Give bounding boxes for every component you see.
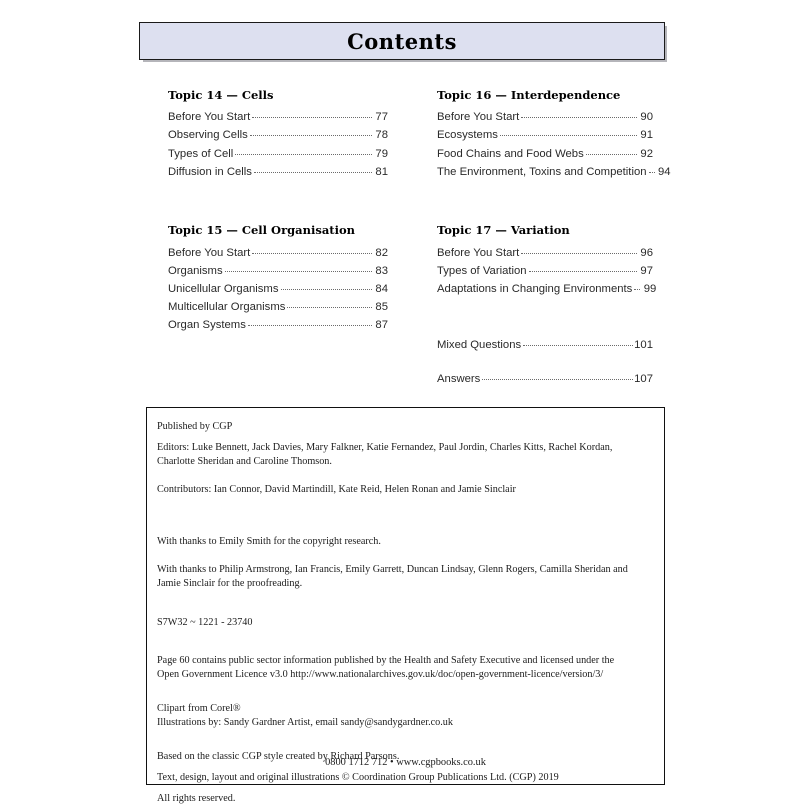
ogl-line-2: Open Government Licence v3.0 http://www.nationalarchives.gov.uk/doc/open-government-licence/version/3/	[157, 668, 604, 680]
editors-line-2: Charlotte Sheridan and Caroline Thomson.	[157, 456, 332, 468]
text-spacer	[157, 497, 652, 521]
leader-dots	[649, 172, 655, 173]
toc-entry[interactable]	[168, 163, 388, 181]
leader-dots	[287, 307, 372, 308]
text-spacer	[157, 682, 652, 702]
toc-entry-page: 90	[640, 111, 653, 124]
column-spacer	[437, 321, 653, 337]
based-on-line: Based on the classic CGP style created by Richard Parsons.	[157, 750, 400, 762]
toc-entry-page: 92	[640, 147, 653, 160]
toc-entry[interactable]	[437, 145, 653, 163]
contents-banner	[139, 22, 665, 60]
imprint-box	[146, 407, 665, 805]
toc-entry-page: 101	[634, 338, 653, 351]
text-spacer	[157, 592, 652, 616]
toc-entry-title: Before You Start	[168, 246, 251, 259]
product-code: S7W32 ~ 1221 - 23740	[157, 616, 253, 628]
toc-entry[interactable]	[437, 109, 653, 127]
leader-dots	[521, 253, 637, 254]
entry-spacer	[437, 355, 653, 371]
topic-heading: Topic 15 — Cell Organisation	[168, 223, 355, 238]
leader-dots	[634, 289, 640, 290]
imprint-text-block	[157, 420, 652, 806]
leader-dots	[235, 154, 372, 155]
leader-dots	[482, 379, 633, 380]
toc-entry[interactable]	[168, 127, 388, 145]
topic-block	[168, 88, 388, 181]
text-spacer	[157, 521, 652, 535]
leader-dots	[586, 154, 637, 155]
rights-reserved-line: All rights reserved.	[157, 793, 236, 805]
leader-dots	[521, 117, 637, 118]
toc-entry-title: Unicellular Organisms	[168, 282, 279, 295]
toc-entry[interactable]	[437, 371, 653, 389]
toc-entry[interactable]	[437, 262, 653, 280]
toc-column-left	[168, 88, 388, 355]
toc-entry-page: 78	[375, 129, 388, 142]
thanks-proofreading-line-1: With thanks to Philip Armstrong, Ian Francis, Emily Garrett, Duncan Lindsay, Glenn Rogers, Camilla Sheridan and	[157, 564, 628, 576]
toc-entry[interactable]	[168, 145, 388, 163]
toc-entry[interactable]	[437, 163, 671, 181]
text-spacer	[157, 434, 652, 441]
leader-dots	[523, 345, 633, 346]
page-title: Contents	[347, 28, 457, 54]
leader-dots	[254, 172, 372, 173]
topic-heading: Topic 17 — Variation	[437, 223, 570, 238]
leader-dots	[252, 117, 372, 118]
editors-line-1: Editors: Luke Bennett, Jack Davies, Mary Falkner, Katie Fernandez, Paul Jordin, Charles Kitts, Rachel Kordan,	[157, 442, 613, 454]
leader-dots	[500, 135, 637, 136]
published-by-line: Published by CGP	[157, 421, 233, 432]
toc-entry-page: 83	[375, 264, 388, 277]
toc-entry-title: Types of Cell	[168, 147, 234, 160]
toc-entry-page: 99	[643, 282, 657, 295]
contributors-line: Contributors: Ian Connor, David Martindill, Kate Reid, Helen Ronan and Jamie Sinclair	[157, 484, 516, 496]
extra-entries-block	[437, 337, 653, 389]
thanks-copyright-line: With thanks to Emily Smith for the copyright research.	[157, 536, 381, 548]
toc-entry[interactable]	[437, 127, 653, 145]
toc-entry[interactable]	[168, 262, 388, 280]
toc-entry-title: Answers	[437, 373, 481, 386]
text-spacer	[157, 469, 652, 483]
toc-entry[interactable]	[168, 109, 388, 127]
toc-entry-page: 85	[375, 300, 388, 313]
toc-entry[interactable]	[168, 317, 388, 335]
toc-entry[interactable]	[168, 280, 388, 298]
leader-dots	[225, 271, 372, 272]
thanks-proofreading-line-2: Jamie Sinclair for the proofreading.	[157, 578, 303, 590]
leader-dots	[281, 289, 373, 290]
leader-dots	[250, 135, 372, 136]
toc-entry-page: 97	[640, 264, 653, 277]
toc-entry-page: 107	[634, 373, 653, 386]
toc-entry-page: 77	[375, 111, 388, 124]
toc-entry-title: Before You Start	[437, 111, 520, 124]
toc-entry-title: Mixed Questions	[437, 338, 522, 351]
toc-entry-page: 79	[375, 147, 388, 160]
toc-entry-title: Organisms	[168, 264, 223, 277]
toc-entry-title: Before You Start	[168, 111, 251, 124]
leader-dots	[248, 325, 372, 326]
text-spacer	[157, 630, 652, 654]
toc-entry-title: Food Chains and Food Webs	[437, 147, 584, 160]
topic-block	[168, 223, 388, 334]
topic-heading: Topic 16 — Interdependence	[437, 88, 621, 102]
ogl-line-1: Page 60 contains public sector information published by the Health and Safety Executive and licensed under the	[157, 654, 615, 666]
toc-entry-page: 94	[657, 165, 671, 178]
column-spacer	[168, 201, 388, 223]
text-spacer	[157, 730, 652, 750]
copyright-line: Text, design, layout and original illustrations © Coordination Group Publications Ltd. (CGP) 2019	[157, 772, 559, 784]
toc-entry-title: Diffusion in Cells	[168, 165, 252, 178]
topic-heading: Topic 14 — Cells	[168, 88, 274, 102]
toc-entry-page: 91	[640, 129, 653, 142]
toc-entry-page: 87	[375, 319, 388, 332]
toc-entry-title: Before You Start	[437, 246, 520, 259]
toc-entry-page: 81	[375, 165, 388, 178]
text-spacer	[157, 549, 652, 563]
toc-entry[interactable]	[437, 280, 657, 298]
text-spacer	[157, 785, 652, 792]
toc-entry-title: Types of Variation	[437, 264, 527, 277]
toc-column-right	[437, 88, 671, 389]
column-spacer	[437, 299, 653, 321]
contact-footer: 0800 1712 712 • www.cgpbooks.co.uk	[325, 757, 486, 768]
toc-entry[interactable]	[437, 337, 653, 355]
column-spacer	[437, 201, 653, 223]
toc-entry-page: 96	[640, 246, 653, 259]
toc-entry-page: 82	[375, 246, 388, 259]
leader-dots	[252, 253, 372, 254]
leader-dots	[529, 271, 637, 272]
clipart-line: Clipart from Corel®	[157, 702, 241, 714]
topic-block	[437, 88, 671, 181]
toc-entry-title: Ecosystems	[437, 129, 498, 142]
toc-entry-title: The Environment, Toxins and Competition	[437, 165, 647, 178]
toc-entry-title: Multicellular Organisms	[168, 300, 286, 313]
toc-entry[interactable]	[437, 244, 653, 262]
toc-entry[interactable]	[168, 244, 388, 262]
topic-block	[437, 223, 657, 298]
toc-entry-title: Adaptations in Changing Environments	[437, 282, 633, 295]
toc-entry-title: Organ Systems	[168, 319, 246, 332]
toc-entry-page: 84	[375, 282, 388, 295]
illustrations-line: Illustrations by: Sandy Gardner Artist, email sandy@sandygardner.co.uk	[157, 716, 453, 728]
toc-entry[interactable]	[168, 299, 388, 317]
toc-entry-title: Observing Cells	[168, 129, 248, 142]
